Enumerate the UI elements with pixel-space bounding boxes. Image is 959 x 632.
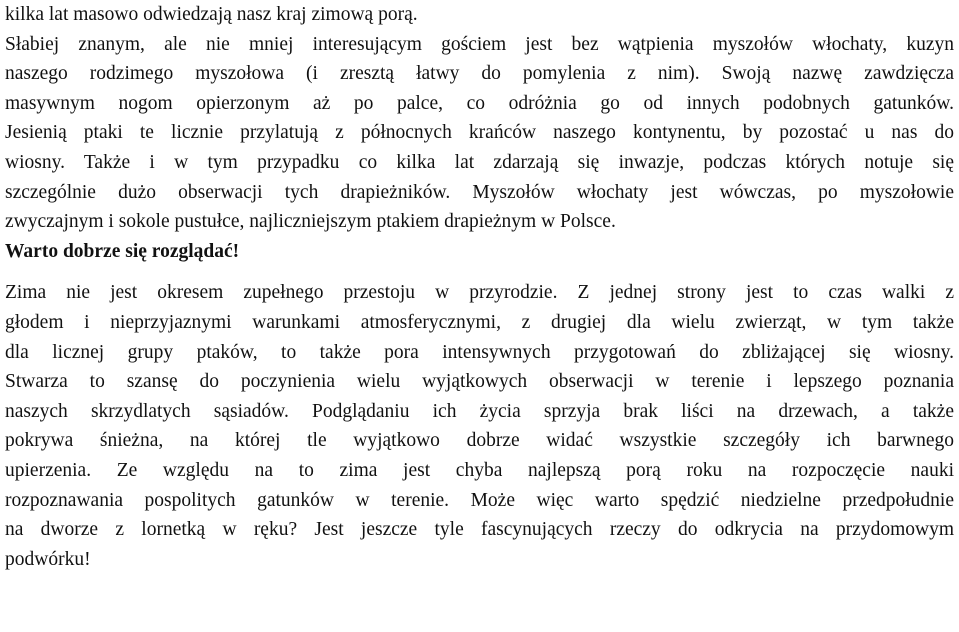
text-line: upierzenia. Ze względu na to zima jest chyba najlepszą porą roku na rozpoczęcie nauki <box>5 459 954 481</box>
paragraph-rough-legged-buzzard <box>5 0 954 237</box>
text-line: na dworze z lornetką w ręku? Jest jeszcze tyle fascynujących rzeczy do odkrycia na przydomowym <box>5 519 954 541</box>
text-line: podwórku! <box>5 548 91 570</box>
text-line: głodem i nieprzyjaznymi warunkami atmosferycznymi, z drugiej dla wielu zwierząt, w tym także <box>5 311 954 333</box>
text-line: Zima nie jest okresem zupełnego przestoju w przyrodzie. Z jednej strony jest to czas walki z <box>5 282 954 304</box>
text-line: naszych skrzydlatych sąsiadów. Podglądaniu ich życia sprzyja brak liści na drzewach, a także <box>5 400 954 422</box>
text-line: masywnym nogom opierzonym aż po palce, co odróżnia go od innych podobnych gatunków. <box>5 92 954 114</box>
text-line: kilka lat masowo odwiedzają nasz kraj zimową porą. <box>5 4 418 25</box>
section-heading: Warto dobrze się rozglądać! <box>5 240 240 262</box>
paragraph-winter-observation <box>5 278 954 574</box>
document-page <box>5 0 954 574</box>
text-line: zwyczajnym i sokole pustułce, najliczniejszym ptakiem drapieżnym w Polsce. <box>5 211 616 233</box>
text-line: Jesienią ptaki te licznie przylatują z północnych krańców naszego kontynentu, by pozostać u nas do <box>5 122 954 144</box>
text-line: naszego rodzimego myszołowa (i zresztą łatwy do pomylenia z nim). Swoją nazwę zawdzięcza <box>5 63 954 85</box>
text-line: Stwarza to szansę do poczynienia wielu wyjątkowych obserwacji w terenie i lepszego poznania <box>5 371 954 393</box>
text-line: rozpoznawania pospolitych gatunków w terenie. Może więc warto spędzić niedzielne przedpołudnie <box>5 489 954 511</box>
text-line: szczególnie dużo obserwacji tych drapieżników. Myszołów włochaty jest wówczas, po myszołowie <box>5 181 954 203</box>
text-line: dla licznej grupy ptaków, to także pora intensywnych przygotowań do zbliżającej się wiosny. <box>5 341 954 363</box>
text-line: wiosny. Także i w tym przypadku co kilka lat zdarzają się inwazje, podczas których notuje się <box>5 151 954 173</box>
text-line: Słabiej znanym, ale nie mniej interesującym gościem jest bez wątpienia myszołów włochaty, kuzyn <box>5 33 954 55</box>
text-line: pokrywa śnieżna, na której tle wyjątkowo dobrze widać wszystkie szczegóły ich barwnego <box>5 430 954 452</box>
